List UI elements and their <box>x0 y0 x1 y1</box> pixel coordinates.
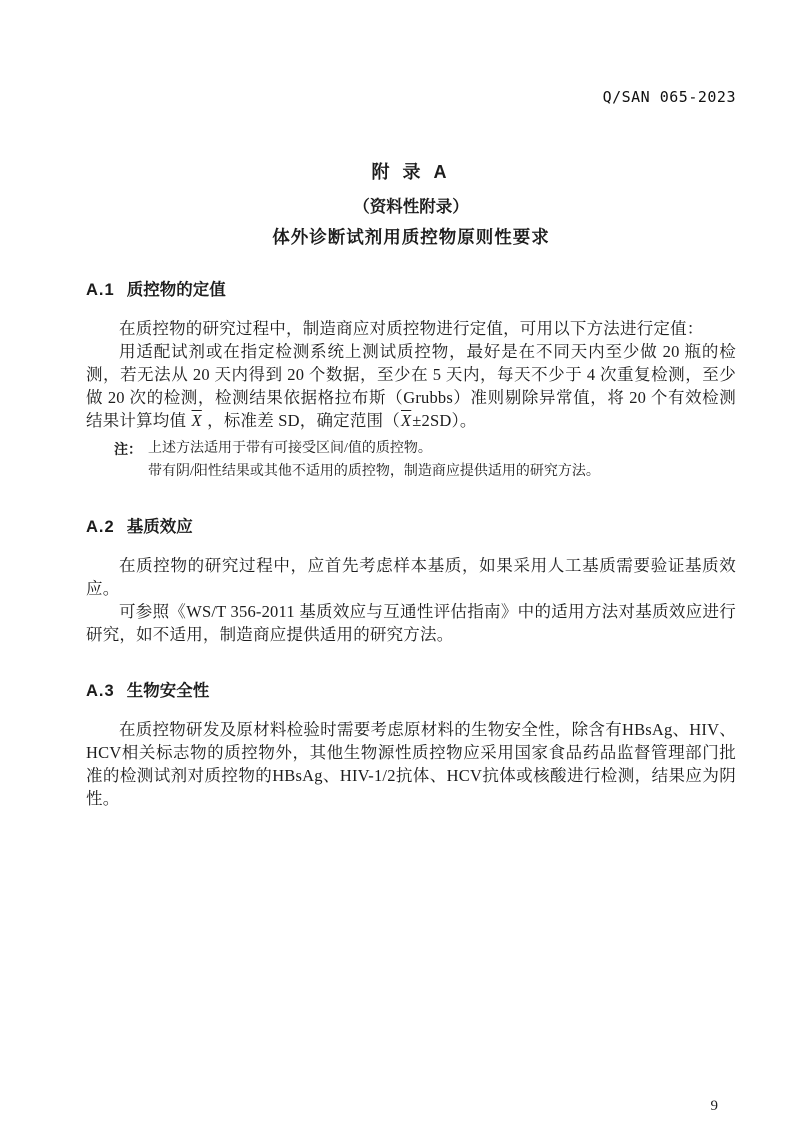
section-a3-heading <box>86 677 736 701</box>
section-a3 <box>86 677 736 810</box>
section-a2 <box>86 513 736 646</box>
section-a2-number: A.2 <box>86 518 115 536</box>
a1-method-text-1: 用适配试剂或在指定检测系统上测试质控物，最好是在不同天内至少做 20 瓶的检测，若无法从 20 天内得到 20 个数据，至少在 5 天内，每天不少于 4 次重复检测，至少做 20 次的检测，检测结果依据格拉布斯（Grubbs）准则剔除异常值，将 20 个有效检测结果计算均值 <box>86 342 736 430</box>
note-line-2: 带有阴/阳性结果或其他不适用的质控物，制造商应提供适用的研究方法。 <box>148 463 600 479</box>
appendix-title-block <box>86 158 736 249</box>
section-a1-number: A.1 <box>86 281 115 299</box>
a3-paragraph-1: 在质控物研发及原材料检验时需要考虑原材料的生物安全性，除含有HBsAg、HIV、HCV相关标志物的质控物外，其他生物源性质控物应采用国家食品药品监督管理部门批准的检测试剂对质控物的HBsAg、HIV-1/2抗体、HCV抗体或核酸进行检测，结果应为阴性。 <box>86 720 736 808</box>
note-label: 注： <box>114 441 142 457</box>
a1-paragraph-intro: 在质控物的研究过程中，制造商应对质控物进行定值，可用以下方法进行定值： <box>119 319 704 338</box>
a1-method-text-3: ±2SD）。 <box>412 411 477 430</box>
appendix-heading: 附 录 A <box>371 162 451 182</box>
appendix-type-note: （资料性附录） <box>353 198 469 216</box>
section-a2-title: 基质效应 <box>126 518 193 536</box>
a1-method-text-2: ，标准差 SD，确定范围（ <box>202 411 400 430</box>
a2-paragraph-1: 在质控物的研究过程中，应首先考虑样本基质，如果采用人工基质需要验证基质效应。 <box>86 556 736 598</box>
xbar-mean-symbol: $\overline{X}$ <box>400 411 412 430</box>
a2-paragraph-2: 可参照《WS/T 356-2011 基质效应与互通性评估指南》中的适用方法对基质效应进行研究，如不适用，制造商应提供适用的研究方法。 <box>86 602 736 644</box>
section-a3-number: A.3 <box>86 682 115 700</box>
section-a2-heading <box>86 513 736 537</box>
page-number: 9 <box>710 1098 718 1114</box>
note-body <box>148 438 600 483</box>
section-a3-title: 生物安全性 <box>126 682 210 700</box>
note-line-1: 上述方法适用于带有可接受区间/值的质控物。 <box>148 441 432 456</box>
appendix-name: 体外诊断试剂用质控物原则性要求 <box>272 227 550 247</box>
section-a1-heading <box>86 276 736 300</box>
a1-note <box>114 438 736 483</box>
section-a1 <box>86 276 736 483</box>
a1-paragraph-method <box>86 340 736 432</box>
section-a1-title: 质控物的定值 <box>126 281 226 299</box>
standard-number: Q/SAN 065-2023 <box>602 88 736 106</box>
xbar-mean-symbol: $\overline{X}$ <box>191 411 202 430</box>
